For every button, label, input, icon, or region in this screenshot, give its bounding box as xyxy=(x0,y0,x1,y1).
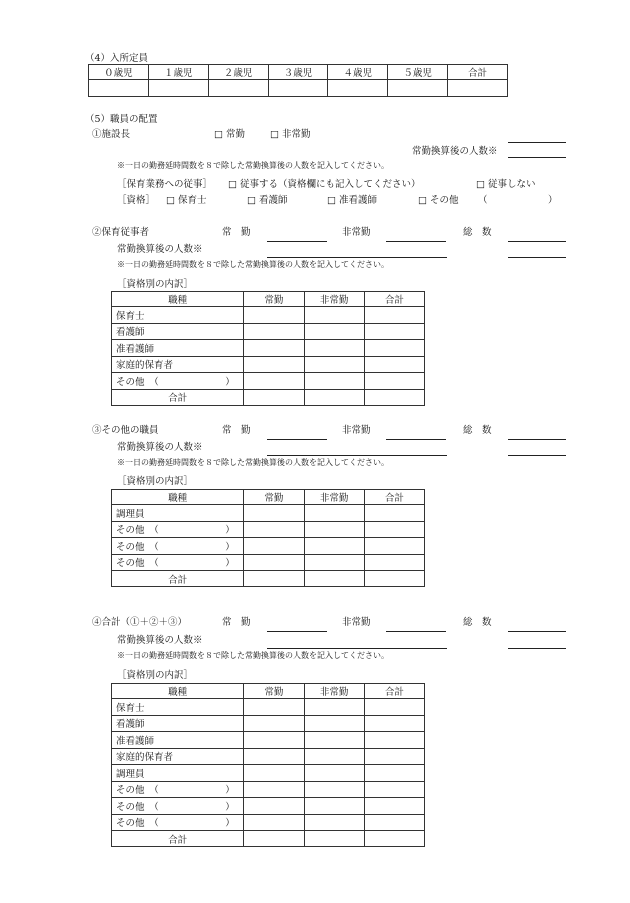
s2-note: ※一日の勤務延時間数を８で除した常勤換算後の人数を記入してください。 xyxy=(117,260,389,269)
row-total-label: 合計 xyxy=(112,831,244,847)
cell-full[interactable] xyxy=(244,732,304,749)
table-total-row xyxy=(112,571,425,587)
table-row xyxy=(112,715,425,732)
s4-total-line[interactable] xyxy=(508,631,566,632)
s2-conv-line[interactable] xyxy=(267,257,447,258)
table-row xyxy=(112,748,425,765)
capacity-table xyxy=(88,64,508,97)
input-total[interactable] xyxy=(448,80,508,97)
s2-conv-line-right[interactable] xyxy=(508,257,566,258)
cell-full[interactable] xyxy=(244,814,304,831)
cell-part[interactable] xyxy=(304,323,364,340)
input-age1[interactable] xyxy=(148,80,208,97)
table-row xyxy=(112,505,425,522)
col-age2: ２歳児 xyxy=(208,65,268,80)
cell-part[interactable] xyxy=(304,715,364,732)
table-header-row xyxy=(112,684,425,699)
cell-part[interactable] xyxy=(304,571,364,587)
cell-full[interactable] xyxy=(244,307,304,324)
cell-part[interactable] xyxy=(304,699,364,716)
col-age1: １歳児 xyxy=(148,65,208,80)
s4-title: ④合計（①＋②＋③） xyxy=(92,617,188,628)
s1-opt-part[interactable]: □ 非常勤 xyxy=(270,129,311,140)
col-part: 非常勤 xyxy=(304,684,364,699)
input-age2[interactable] xyxy=(208,80,268,97)
s2-part-label: 非常勤 xyxy=(342,227,371,238)
s4-conv-line-right[interactable] xyxy=(508,648,566,649)
table-row xyxy=(112,699,425,716)
cell-sum[interactable] xyxy=(364,798,424,815)
table-row xyxy=(112,373,425,390)
cell-sum[interactable] xyxy=(364,715,424,732)
cell-part[interactable] xyxy=(304,505,364,522)
s4-conv-line[interactable] xyxy=(267,648,447,649)
cell-sum[interactable] xyxy=(364,831,424,847)
s3-conv-line-right[interactable] xyxy=(508,455,566,456)
s4-part-line[interactable] xyxy=(386,631,446,632)
col-total: 合計 xyxy=(448,65,508,80)
cell-sum[interactable] xyxy=(364,307,424,324)
cell-sum[interactable] xyxy=(364,571,424,587)
table-header-row xyxy=(112,490,425,505)
col-full: 常勤 xyxy=(244,684,304,699)
table-row xyxy=(112,781,425,798)
s2-full-line[interactable] xyxy=(267,241,327,242)
col-age5: ５歳児 xyxy=(388,65,448,80)
input-age5[interactable] xyxy=(388,80,448,97)
col-type: 職種 xyxy=(112,292,244,307)
cell-sum[interactable] xyxy=(364,389,424,405)
cell-part[interactable] xyxy=(304,732,364,749)
cell-sum[interactable] xyxy=(364,340,424,357)
s3-title: ③その他の職員 xyxy=(92,425,159,436)
s1-top-line[interactable] xyxy=(508,142,566,143)
cell-full[interactable] xyxy=(244,356,304,373)
cell-part[interactable] xyxy=(304,356,364,373)
input-age4[interactable] xyxy=(328,80,388,97)
row-label: その他 （ ） xyxy=(112,781,244,798)
s1-opt-full[interactable]: □ 常勤 xyxy=(214,129,245,140)
cell-sum[interactable] xyxy=(364,538,424,555)
col-type: 職種 xyxy=(112,684,244,699)
row-label: 保育士 xyxy=(112,699,244,716)
col-part: 非常勤 xyxy=(304,490,364,505)
cell-full[interactable] xyxy=(244,715,304,732)
s1-duty-label: ［保育業務への従事］ xyxy=(117,179,213,190)
cell-full[interactable] xyxy=(244,765,304,782)
cell-full[interactable] xyxy=(244,521,304,538)
table-total-row xyxy=(112,389,425,405)
row-label: 保育士 xyxy=(112,307,244,324)
col-part: 非常勤 xyxy=(304,292,364,307)
cell-part[interactable] xyxy=(304,373,364,390)
input-age0[interactable] xyxy=(89,80,149,97)
cell-sum[interactable] xyxy=(364,356,424,373)
col-sum: 合計 xyxy=(364,292,424,307)
cell-full[interactable] xyxy=(244,538,304,555)
table-row xyxy=(112,765,425,782)
s4-full-label: 常 勤 xyxy=(222,617,251,628)
row-label: 調理員 xyxy=(112,505,244,522)
s2-breakdown-table xyxy=(111,291,425,406)
cell-full[interactable] xyxy=(244,340,304,357)
table-row xyxy=(112,521,425,538)
s4-breakdown-label: ［資格別の内訳］ xyxy=(117,670,194,681)
col-sum: 合計 xyxy=(364,684,424,699)
table-header-row xyxy=(112,292,425,307)
s1-qual-label: ［資格］ xyxy=(117,195,156,206)
cell-sum[interactable] xyxy=(364,748,424,765)
s2-total-line[interactable] xyxy=(508,241,566,242)
cell-full[interactable] xyxy=(244,798,304,815)
cell-part[interactable] xyxy=(304,307,364,324)
table-row xyxy=(112,814,425,831)
s2-part-line[interactable] xyxy=(386,241,446,242)
s4-breakdown-table xyxy=(111,683,425,847)
table-row xyxy=(112,356,425,373)
section4-title: （4）入所定員 xyxy=(85,53,149,64)
s4-full-line[interactable] xyxy=(267,631,327,632)
col-age4: ４歳児 xyxy=(328,65,388,80)
cell-sum[interactable] xyxy=(364,554,424,571)
s4-conv-label: 常勤換算後の人数※ xyxy=(117,635,203,646)
cell-sum[interactable] xyxy=(364,781,424,798)
cell-sum[interactable] xyxy=(364,505,424,522)
cell-sum[interactable] xyxy=(364,732,424,749)
s4-part-label: 非常勤 xyxy=(342,617,371,628)
row-total-label: 合計 xyxy=(112,389,244,405)
row-total-label: 合計 xyxy=(112,571,244,587)
cell-part[interactable] xyxy=(304,538,364,555)
cell-part[interactable] xyxy=(304,554,364,571)
cell-sum[interactable] xyxy=(364,814,424,831)
s3-full-label: 常 勤 xyxy=(222,425,251,436)
section5-title: （5）職員の配置 xyxy=(85,114,158,125)
cell-part[interactable] xyxy=(304,781,364,798)
s3-full-line[interactable] xyxy=(267,439,327,440)
s1-note: ※一日の勤務延時間数を８で除した常勤換算後の人数を記入してください。 xyxy=(117,161,389,170)
col-sum: 合計 xyxy=(364,490,424,505)
cell-part[interactable] xyxy=(304,748,364,765)
s3-note: ※一日の勤務延時間数を８で除した常勤換算後の人数を記入してください。 xyxy=(117,458,389,467)
s3-conv-label: 常勤換算後の人数※ xyxy=(117,442,203,453)
table-row xyxy=(112,323,425,340)
cell-part[interactable] xyxy=(304,798,364,815)
cell-full[interactable] xyxy=(244,505,304,522)
s1-paren-close: ） xyxy=(548,195,558,206)
table-row xyxy=(112,538,425,555)
table-row xyxy=(112,307,425,324)
s1-conv-line[interactable] xyxy=(508,157,566,158)
s1-qual-kangoshi[interactable]: □ 看護師 xyxy=(247,195,288,206)
input-age3[interactable] xyxy=(268,80,328,97)
s4-note: ※一日の勤務延時間数を８で除した常勤換算後の人数を記入してください。 xyxy=(117,651,389,660)
cell-part[interactable] xyxy=(304,814,364,831)
capacity-input-row xyxy=(89,80,508,97)
cell-sum[interactable] xyxy=(364,699,424,716)
col-age0: ０歳児 xyxy=(89,65,149,80)
cell-part[interactable] xyxy=(304,340,364,357)
row-label: その他 （ ） xyxy=(112,521,244,538)
col-full: 常勤 xyxy=(244,292,304,307)
s3-breakdown-table xyxy=(111,489,425,587)
s1-duty-yes[interactable]: □ 従事する（資格欄にも記入してください） xyxy=(228,179,421,190)
s3-breakdown-label: ［資格別の内訳］ xyxy=(117,476,194,487)
s4-total-label: 総 数 xyxy=(463,617,492,628)
row-label: 家庭的保育者 xyxy=(112,748,244,765)
s2-total-label: 総 数 xyxy=(463,227,492,238)
table-row xyxy=(112,732,425,749)
row-label: その他 （ ） xyxy=(112,538,244,555)
s1-qual-hoikushi[interactable]: □ 保育士 xyxy=(166,195,207,206)
cell-full[interactable] xyxy=(244,781,304,798)
row-label: その他 （ ） xyxy=(112,798,244,815)
cell-sum[interactable] xyxy=(364,765,424,782)
s3-total-line[interactable] xyxy=(508,439,566,440)
cell-full[interactable] xyxy=(244,748,304,765)
row-label: その他 （ ） xyxy=(112,814,244,831)
table-total-row xyxy=(112,831,425,847)
table-row xyxy=(112,340,425,357)
s1-qual-junkangoshi[interactable]: □ 准看護師 xyxy=(327,195,377,206)
cell-part[interactable] xyxy=(304,389,364,405)
cell-full[interactable] xyxy=(244,389,304,405)
row-label: 調理員 xyxy=(112,765,244,782)
cell-full[interactable] xyxy=(244,699,304,716)
s1-title: ①施設長 xyxy=(92,129,131,140)
cell-sum[interactable] xyxy=(364,521,424,538)
cell-part[interactable] xyxy=(304,765,364,782)
col-age3: ３歳児 xyxy=(268,65,328,80)
s1-duty-no[interactable]: □ 従事しない xyxy=(476,179,536,190)
s3-part-line[interactable] xyxy=(386,439,446,440)
s3-part-label: 非常勤 xyxy=(342,425,371,436)
row-label: 看護師 xyxy=(112,715,244,732)
cell-sum[interactable] xyxy=(364,373,424,390)
row-label: 家庭的保育者 xyxy=(112,356,244,373)
cell-sum[interactable] xyxy=(364,323,424,340)
s2-conv-label: 常勤換算後の人数※ xyxy=(117,244,203,255)
row-label: 看護師 xyxy=(112,323,244,340)
s3-total-label: 総 数 xyxy=(463,425,492,436)
s2-breakdown-label: ［資格別の内訳］ xyxy=(117,279,194,290)
s2-full-label: 常 勤 xyxy=(222,227,251,238)
cell-full[interactable] xyxy=(244,373,304,390)
cell-full[interactable] xyxy=(244,571,304,587)
cell-full[interactable] xyxy=(244,554,304,571)
row-label: その他 （ ） xyxy=(112,373,244,390)
capacity-header-row xyxy=(89,65,508,80)
table-row xyxy=(112,554,425,571)
col-type: 職種 xyxy=(112,490,244,505)
s1-paren-open: （ xyxy=(478,195,488,206)
s3-conv-line[interactable] xyxy=(267,455,447,456)
table-row xyxy=(112,798,425,815)
cell-part[interactable] xyxy=(304,831,364,847)
col-full: 常勤 xyxy=(244,490,304,505)
s2-title: ②保育従事者 xyxy=(92,227,150,238)
cell-full[interactable] xyxy=(244,323,304,340)
row-label: 准看護師 xyxy=(112,732,244,749)
cell-part[interactable] xyxy=(304,521,364,538)
row-label: その他 （ ） xyxy=(112,554,244,571)
s1-qual-other[interactable]: □ その他 xyxy=(418,195,459,206)
s1-conv-label: 常勤換算後の人数※ xyxy=(412,146,498,157)
cell-full[interactable] xyxy=(244,831,304,847)
row-label: 准看護師 xyxy=(112,340,244,357)
